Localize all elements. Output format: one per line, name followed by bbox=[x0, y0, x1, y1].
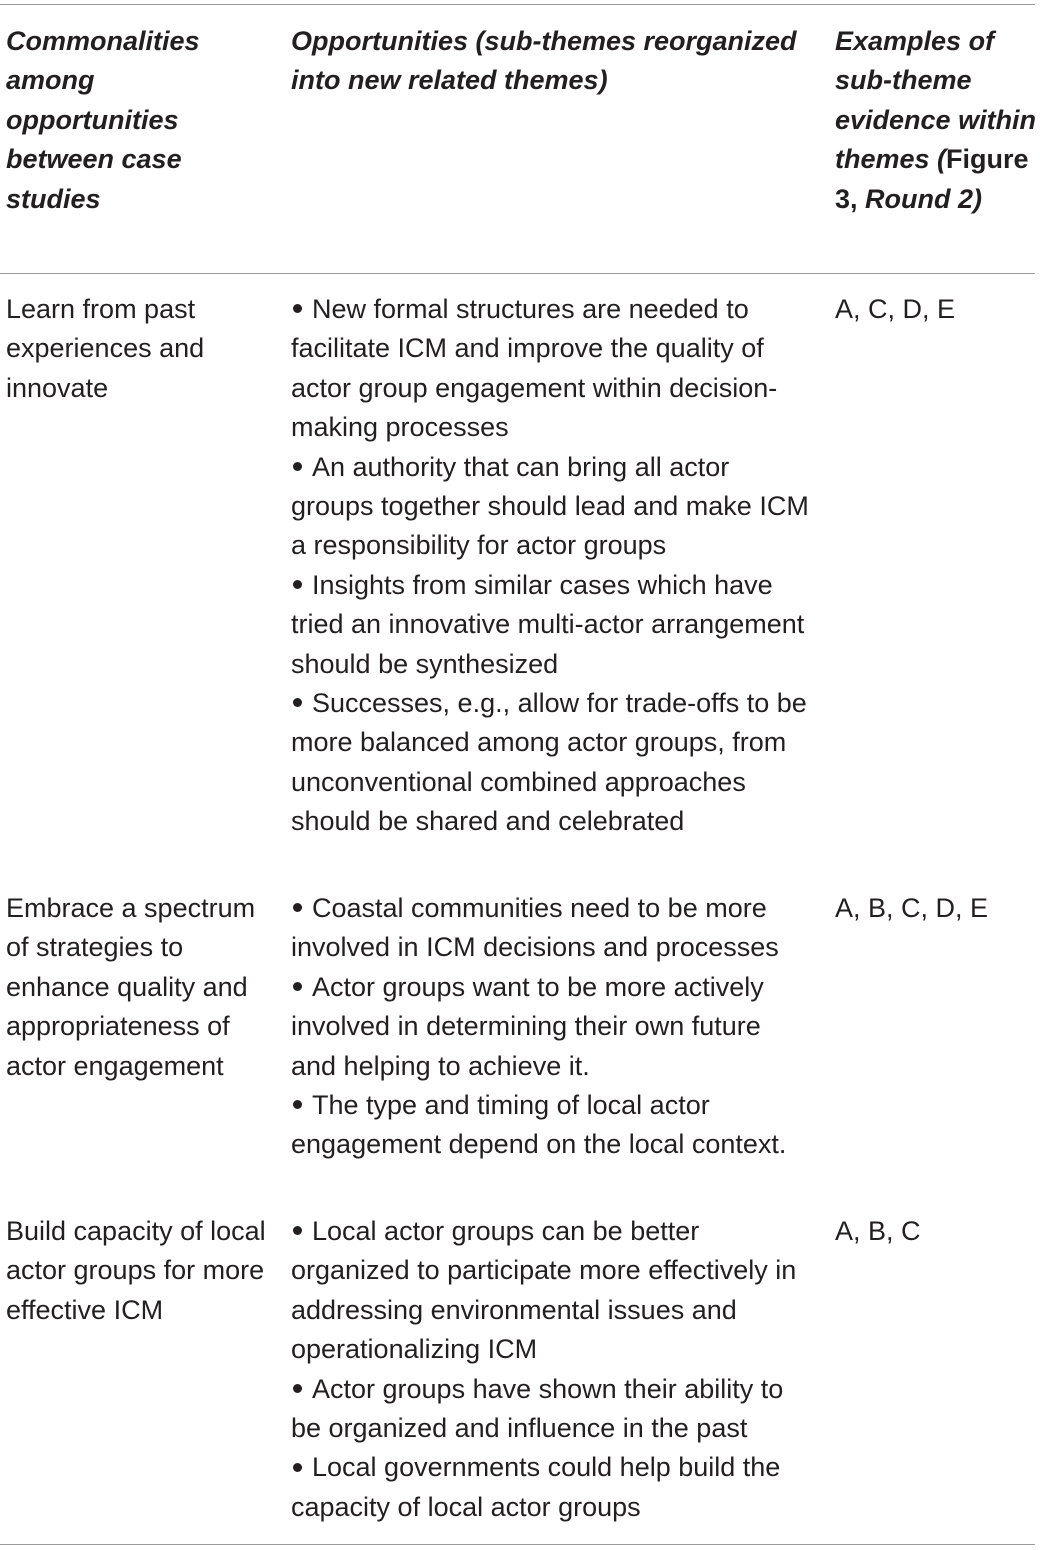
opportunity-item bbox=[291, 1448, 811, 1527]
bullet-icon bbox=[293, 1463, 302, 1472]
commonality-cell: Build capacity of local actor groups for more effective ICM bbox=[6, 1216, 266, 1325]
opportunity-text: Actor groups have shown their ability to be organized and influence in the past bbox=[291, 1373, 784, 1444]
header-opportunities: Opportunities (sub-themes reorganized into new related themes) bbox=[291, 26, 797, 96]
examples-cell: A, B, C, D, E bbox=[835, 893, 989, 923]
examples-cell: A, C, D, E bbox=[835, 294, 956, 324]
header-rule bbox=[0, 273, 1035, 274]
commonality-cell: Learn from past experiences and innovate bbox=[6, 294, 205, 403]
opportunity-text: Coastal communities need to be more involved in ICM decisions and processes bbox=[291, 893, 779, 963]
opportunity-text: Insights from similar cases which have tried an innovative multi-actor arrangement should be synthesized bbox=[291, 569, 805, 679]
table-top-rule bbox=[0, 4, 1035, 5]
bullet-icon bbox=[293, 698, 302, 707]
opportunities-cell bbox=[291, 290, 811, 842]
opportunity-item bbox=[291, 566, 811, 684]
bullet-icon bbox=[293, 903, 302, 912]
bullet-icon bbox=[293, 1384, 302, 1393]
opportunity-item bbox=[291, 290, 811, 448]
commonality-cell: Embrace a spectrum of strategies to enhance quality and appropriateness of actor engagement bbox=[6, 893, 256, 1081]
bullet-icon bbox=[293, 462, 302, 471]
opportunity-item bbox=[291, 1370, 811, 1449]
header-examples bbox=[835, 22, 1040, 219]
bullet-icon bbox=[293, 1100, 302, 1109]
opportunity-text: Local governments could help build the capacity of local actor groups bbox=[291, 1452, 781, 1522]
header-commonalities: Commonalities among opportunities between case studies bbox=[6, 26, 200, 214]
opportunity-item bbox=[291, 968, 811, 1086]
opportunity-text: Successes, e.g., allow for trade-offs to be more balanced among actor groups, from unconventional combined approaches should be shared and celebrated bbox=[291, 688, 807, 837]
opportunity-item bbox=[291, 1086, 811, 1165]
bullet-icon bbox=[293, 304, 302, 313]
opportunity-text: The type and timing of local actor engagement depend on the local context. bbox=[291, 1090, 787, 1160]
header-examples-figure-ref: Figure 3, bbox=[835, 144, 1029, 214]
opportunity-item bbox=[291, 684, 811, 842]
opportunity-text: An authority that can bring all actor groups together should lead and make ICM a responsibility for actor groups bbox=[291, 451, 809, 561]
opportunity-item bbox=[291, 448, 811, 566]
header-examples-paren: ( bbox=[937, 144, 947, 175]
opportunities-cell bbox=[291, 889, 811, 1165]
bullet-icon bbox=[293, 580, 302, 589]
opportunity-item bbox=[291, 1212, 811, 1370]
opportunity-text: Actor groups want to be more actively involved in determining their own future and helping to achieve it. bbox=[291, 971, 764, 1081]
table-bottom-rule bbox=[0, 1544, 1035, 1545]
opportunity-text: New formal structures are needed to facilitate ICM and improve the quality of actor group engagement within decision-making processes bbox=[291, 294, 778, 443]
opportunity-text: Local actor groups can be better organized to participate more effectively in addressing environmental issues and operationalizing ICM bbox=[291, 1216, 797, 1365]
bullet-icon bbox=[293, 982, 302, 991]
examples-cell: A, B, C bbox=[835, 1216, 921, 1246]
bullet-icon bbox=[293, 1226, 302, 1235]
header-examples-text: Examples of sub-theme evidence within themes bbox=[835, 26, 1037, 175]
opportunities-cell bbox=[291, 1212, 811, 1527]
header-examples-round: Round 2) bbox=[857, 183, 983, 214]
opportunity-item bbox=[291, 889, 811, 968]
